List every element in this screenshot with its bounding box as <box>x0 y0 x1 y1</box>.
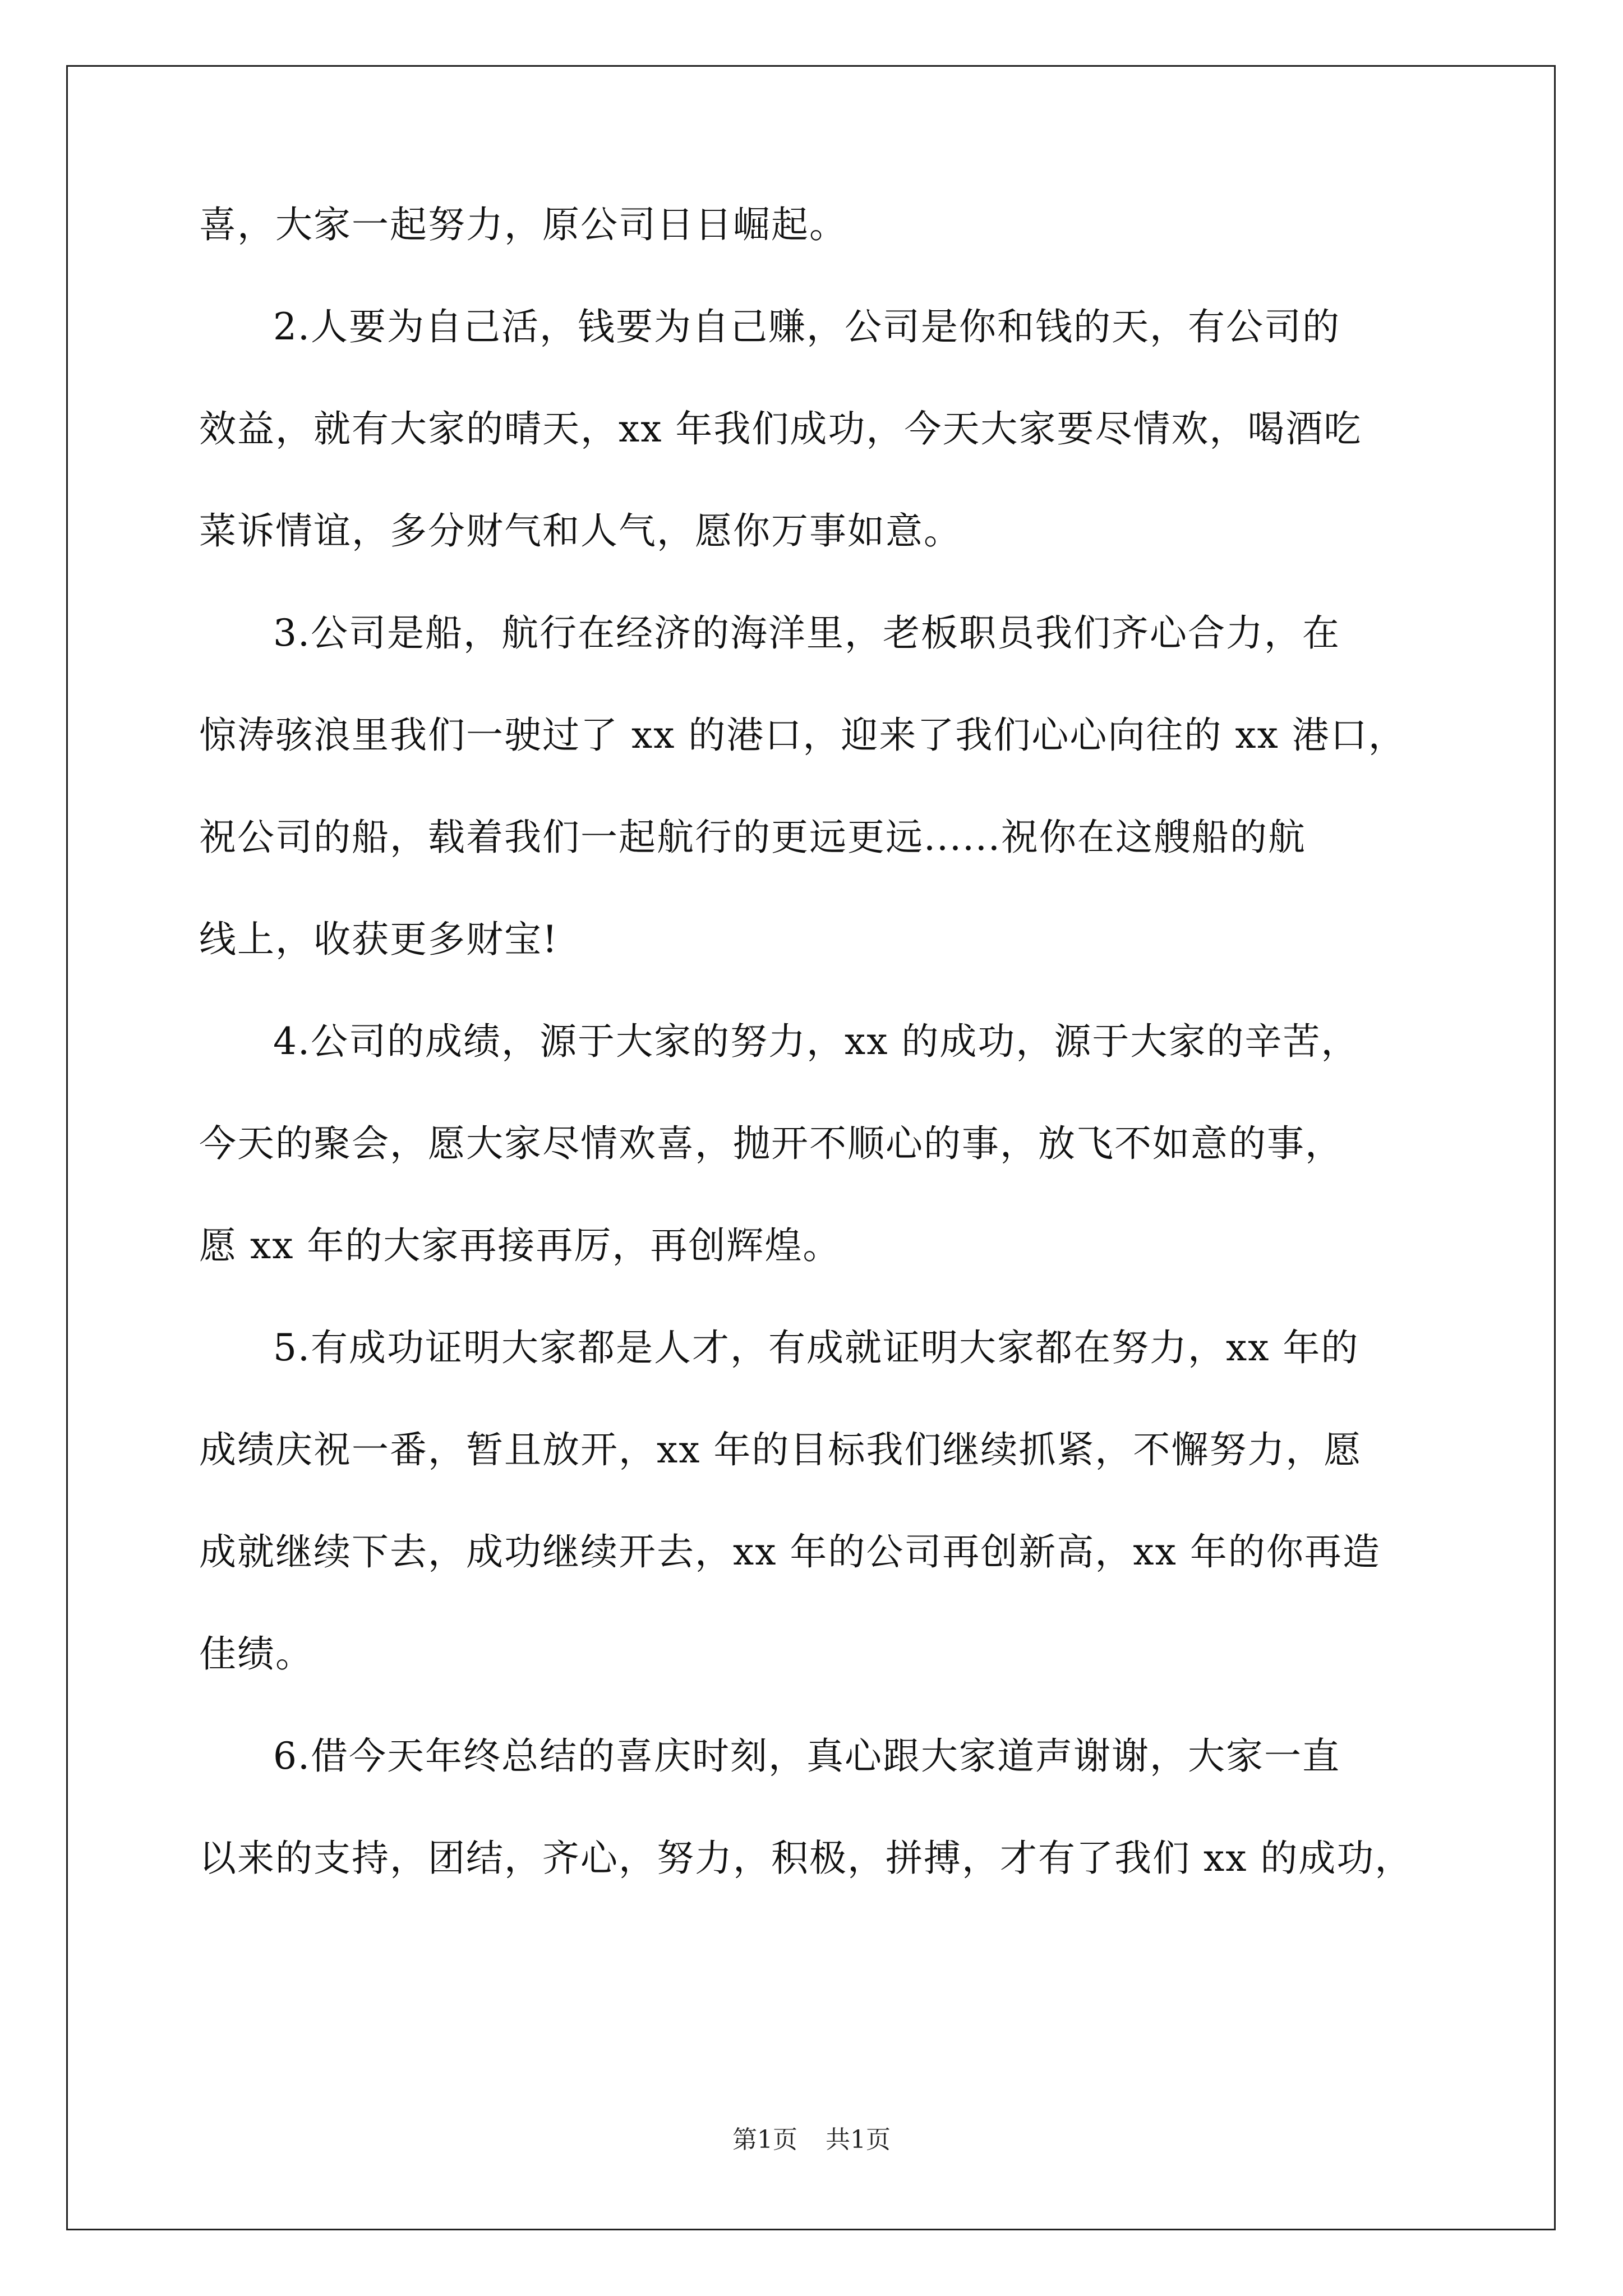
text-line: 祝公司的船，载着我们一起航行的更远更远......祝你在这艘船的航 <box>199 816 1306 859</box>
paragraph-3-start: 3.公司是船，航行在经济的海洋里，老板职员我们齐心合力，在 <box>273 611 1340 655</box>
paragraph-2-start: 2.人要为自己活，钱要为自己赚，公司是你和钱的天，有公司的 <box>273 305 1340 348</box>
paragraph-5-start: 5.有成功证明大家都是人才，有成就证明大家都在努力，xx 年的 <box>273 1326 1359 1369</box>
page-number: 第1页 <box>732 2125 797 2154</box>
text-line: 线上，收获更多财宝! <box>199 918 559 961</box>
page-total: 共1页 <box>826 2125 891 2154</box>
text-line: 惊涛骇浪里我们一驶过了 xx 的港口，迎来了我们心心向往的 xx 港口， <box>199 714 1407 757</box>
text-line: 愿 xx 年的大家再接再厉，再创辉煌。 <box>199 1224 841 1267</box>
text-line: 成绩庆祝一番，暂且放开，xx 年的目标我们继续抓紧，不懈努力，愿 <box>199 1428 1362 1471</box>
text-line: 佳绩。 <box>199 1632 313 1676</box>
paragraph-4-start: 4.公司的成绩，源于大家的努力，xx 的成功，源于大家的辛苦， <box>273 1020 1359 1063</box>
text-line: 今天的聚会，愿大家尽情欢喜，抛开不顺心的事，放飞不如意的事， <box>199 1122 1343 1165</box>
text-line: 菜诉情谊，多分财气和人气，愿你万事如意。 <box>199 509 962 553</box>
page-footer <box>0 2123 1623 2157</box>
paragraph-6-start: 6.借今天年终总结的喜庆时刻，真心跟大家道声谢谢，大家一直 <box>273 1734 1340 1778</box>
document-body <box>199 199 1433 1884</box>
text-line: 以来的支持，团结，齐心，努力，积极，拼搏，才有了我们 xx 的成功， <box>199 1837 1413 1880</box>
text-line: 成就继续下去，成功继续开去，xx 年的公司再创新高，xx 年的你再造 <box>199 1530 1381 1573</box>
text-line: 喜，大家一起努力，原公司日日崛起。 <box>199 203 847 246</box>
text-line: 效益，就有大家的晴天，xx 年我们成功，今天大家要尽情欢，喝酒吃 <box>199 407 1362 450</box>
